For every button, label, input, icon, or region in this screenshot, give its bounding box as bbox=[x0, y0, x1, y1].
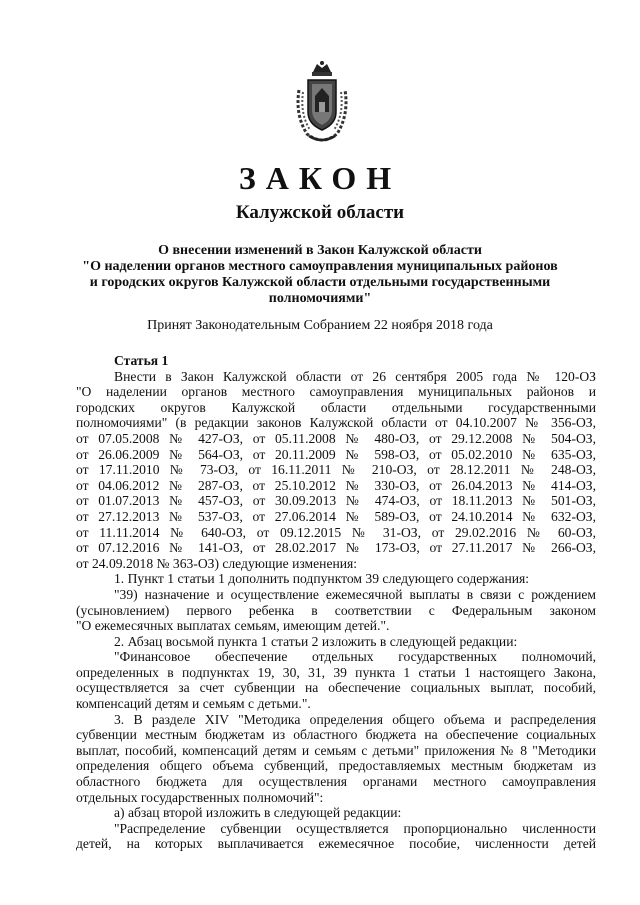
coat-of-arms-emblem bbox=[293, 60, 351, 144]
subject-line: "О наделении органов местного самоуправления муниципальных районов bbox=[82, 259, 558, 274]
document-type-heading: ЗАКОН bbox=[238, 160, 402, 196]
text-line: а) абзац второй изложить в следующей редакции: bbox=[114, 805, 402, 821]
text-line: (усыновлением) первого ребенка в соответствии с Федеральным законом bbox=[76, 602, 596, 618]
text-line: 3. В разделе XIV "Методика определения общего объема и распределения bbox=[114, 711, 596, 727]
text-line: Внести в Закон Калужской области от 26 сентября 2005 года № 120-ОЗ bbox=[114, 368, 596, 384]
subject-line: полномочиями" bbox=[268, 291, 372, 306]
text-line: "39) назначение и осуществление ежемесячной выплаты в связи с рождением bbox=[114, 586, 596, 602]
text-line: детей, на которых выплачивается ежемесячное пособие, численности детей bbox=[76, 836, 596, 852]
text-line: городских округов Калужской области отдельными государственными bbox=[76, 399, 596, 415]
adoption-statement: Принят Законодательным Собранием 22 ноября 2018 года bbox=[147, 318, 493, 333]
text-line: осуществляется за счет субвенции на обеспечение социальных выплат, пособий, bbox=[76, 680, 596, 696]
text-line: от 11.11.2014 № 640-ОЗ, от 09.12.2015 № 31-ОЗ, от 29.02.2016 № 60-ОЗ, bbox=[76, 524, 596, 540]
text-line: от 01.07.2013 № 457-ОЗ, от 30.09.2013 № 474-ОЗ, от 18.11.2013 № 501-ОЗ, bbox=[76, 493, 596, 509]
text-line: 1. Пункт 1 статьи 1 дополнить подпунктом 39 следующего содержания: bbox=[114, 571, 530, 587]
text-line: "О ежемесячных выплатах семьям, имеющим детей.". bbox=[76, 618, 390, 634]
text-line: компенсаций детям и семьям с детьми.". bbox=[76, 696, 311, 712]
text-line: от 17.11.2010 № 73-ОЗ, от 16.11.2011 № 210-ОЗ, от 28.12.2011 № 248-ОЗ, bbox=[76, 462, 596, 478]
article-text bbox=[76, 369, 596, 852]
text-line: от 26.06.2009 № 564-ОЗ, от 20.11.2009 № 598-ОЗ, от 05.02.2010 № 635-ОЗ, bbox=[76, 446, 596, 462]
text-line: от 07.12.2016 № 141-ОЗ, от 28.02.2017 № 173-ОЗ, от 27.11.2017 № 266-ОЗ, bbox=[76, 540, 596, 556]
text-line: полномочиями" (в редакции законов Калужской области от 04.10.2007 № 356-ОЗ, bbox=[76, 415, 596, 431]
article-body bbox=[76, 353, 596, 852]
text-line: 2. Абзац восьмой пункта 1 статьи 2 изложить в следующей редакции: bbox=[114, 633, 518, 649]
text-line: от 07.05.2008 № 427-ОЗ, от 05.11.2008 № 480-ОЗ, от 29.12.2008 № 504-ОЗ, bbox=[76, 430, 596, 446]
text-line: от 27.12.2013 № 537-ОЗ, от 27.06.2014 № 589-ОЗ, от 24.10.2014 № 632-ОЗ, bbox=[76, 508, 596, 524]
text-line: выплат, пособий, компенсаций детям и семьям с детьми" приложения № 8 "Методики bbox=[76, 742, 596, 758]
issuing-region: Калужской области bbox=[235, 202, 405, 223]
subject-line: и городских округов Калужской области отдельными государственными bbox=[89, 275, 551, 290]
article-heading: Статья 1 bbox=[114, 353, 169, 368]
text-line: определения общего объема субвенций, предоставляемых местным бюджетам из bbox=[76, 758, 596, 774]
text-line: определенных в подпунктах 19, 30, 31, 39 пункта 1 статьи 1 настоящего Закона, bbox=[76, 664, 596, 680]
text-line: отдельных государственных полномочий": bbox=[76, 789, 324, 805]
text-line: областного бюджета для осуществления органами местного самоуправления bbox=[76, 774, 596, 790]
text-line: от 04.06.2012 № 287-ОЗ, от 25.10.2012 № 330-ОЗ, от 26.04.2013 № 414-ОЗ, bbox=[76, 477, 596, 493]
law-subject-title bbox=[0, 243, 640, 307]
text-line: от 24.09.2018 № 363-ОЗ) следующие изменения: bbox=[76, 555, 358, 571]
subject-line: О внесении изменений в Закон Калужской области bbox=[158, 243, 482, 258]
text-line: "Финансовое обеспечение отдельных государственных полномочий, bbox=[114, 649, 596, 665]
text-line: "О наделении органов местного самоуправления муниципальных районов и bbox=[76, 384, 596, 400]
text-line: "Распределение субвенции осуществляется пропорционально численности bbox=[114, 820, 596, 836]
text-line: субвенции местным бюджетам из областного бюджета на обеспечение социальных bbox=[76, 727, 596, 743]
